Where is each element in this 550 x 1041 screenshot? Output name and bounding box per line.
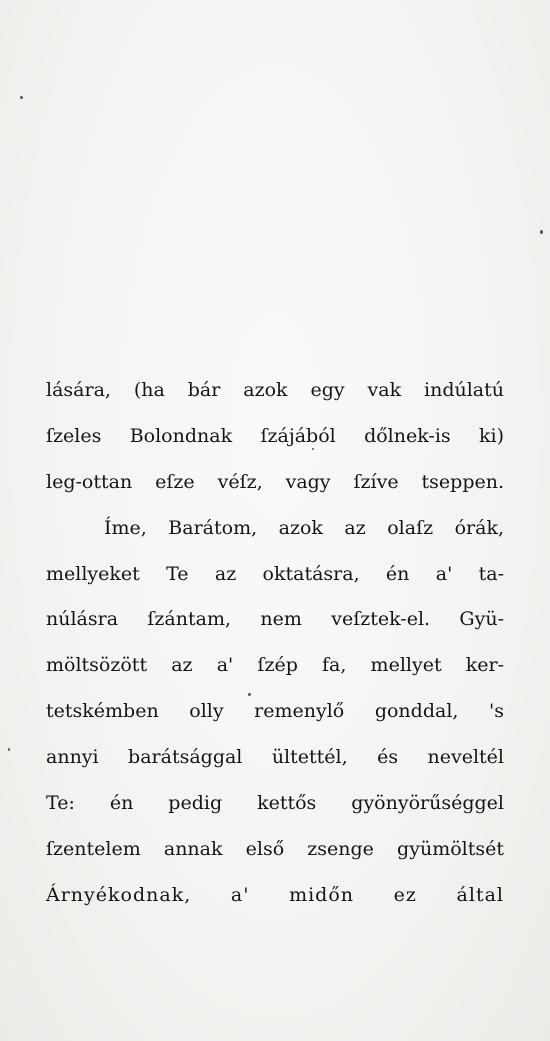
text-line-11: ſzentelem annak első zsenge gyümöltsét <box>46 837 504 860</box>
text-line-6: núlásra ſzántam, nem veſztek-el. Gyü- <box>46 608 504 631</box>
text-line-2: ſzeles Bolondnak ſzájából dőlnek-is ki) <box>46 424 504 447</box>
body-text <box>46 368 504 919</box>
text-line-7: möltsözött az a' ſzép fa, mellyet ker- <box>46 654 504 677</box>
paper-speck <box>20 96 23 99</box>
paper-speck <box>540 230 543 234</box>
text-line-8: tetskémben olly remenylő gonddal, 's <box>46 700 504 723</box>
paper-speck <box>8 748 10 751</box>
text-line-5: mellyeket Te az oktatásra, én a' ta- <box>46 562 504 585</box>
text-line-10: Te: én pedig kettős gyönyörűséggel <box>46 792 504 815</box>
text-line-4: Íme, Barátom, azok az olaſz órák, <box>104 516 504 539</box>
text-line-3: leg-ottan eſze véſz, vagy ſzíve tseppen. <box>46 470 504 493</box>
text-line-12: Árnyékodnak, a' midőn ez által <box>46 883 504 906</box>
text-line-1: lására, (ha bár azok egy vak indúlatú <box>46 379 504 401</box>
text-line-9: annyi barátsággal ültettél, és neveltél <box>46 746 504 769</box>
